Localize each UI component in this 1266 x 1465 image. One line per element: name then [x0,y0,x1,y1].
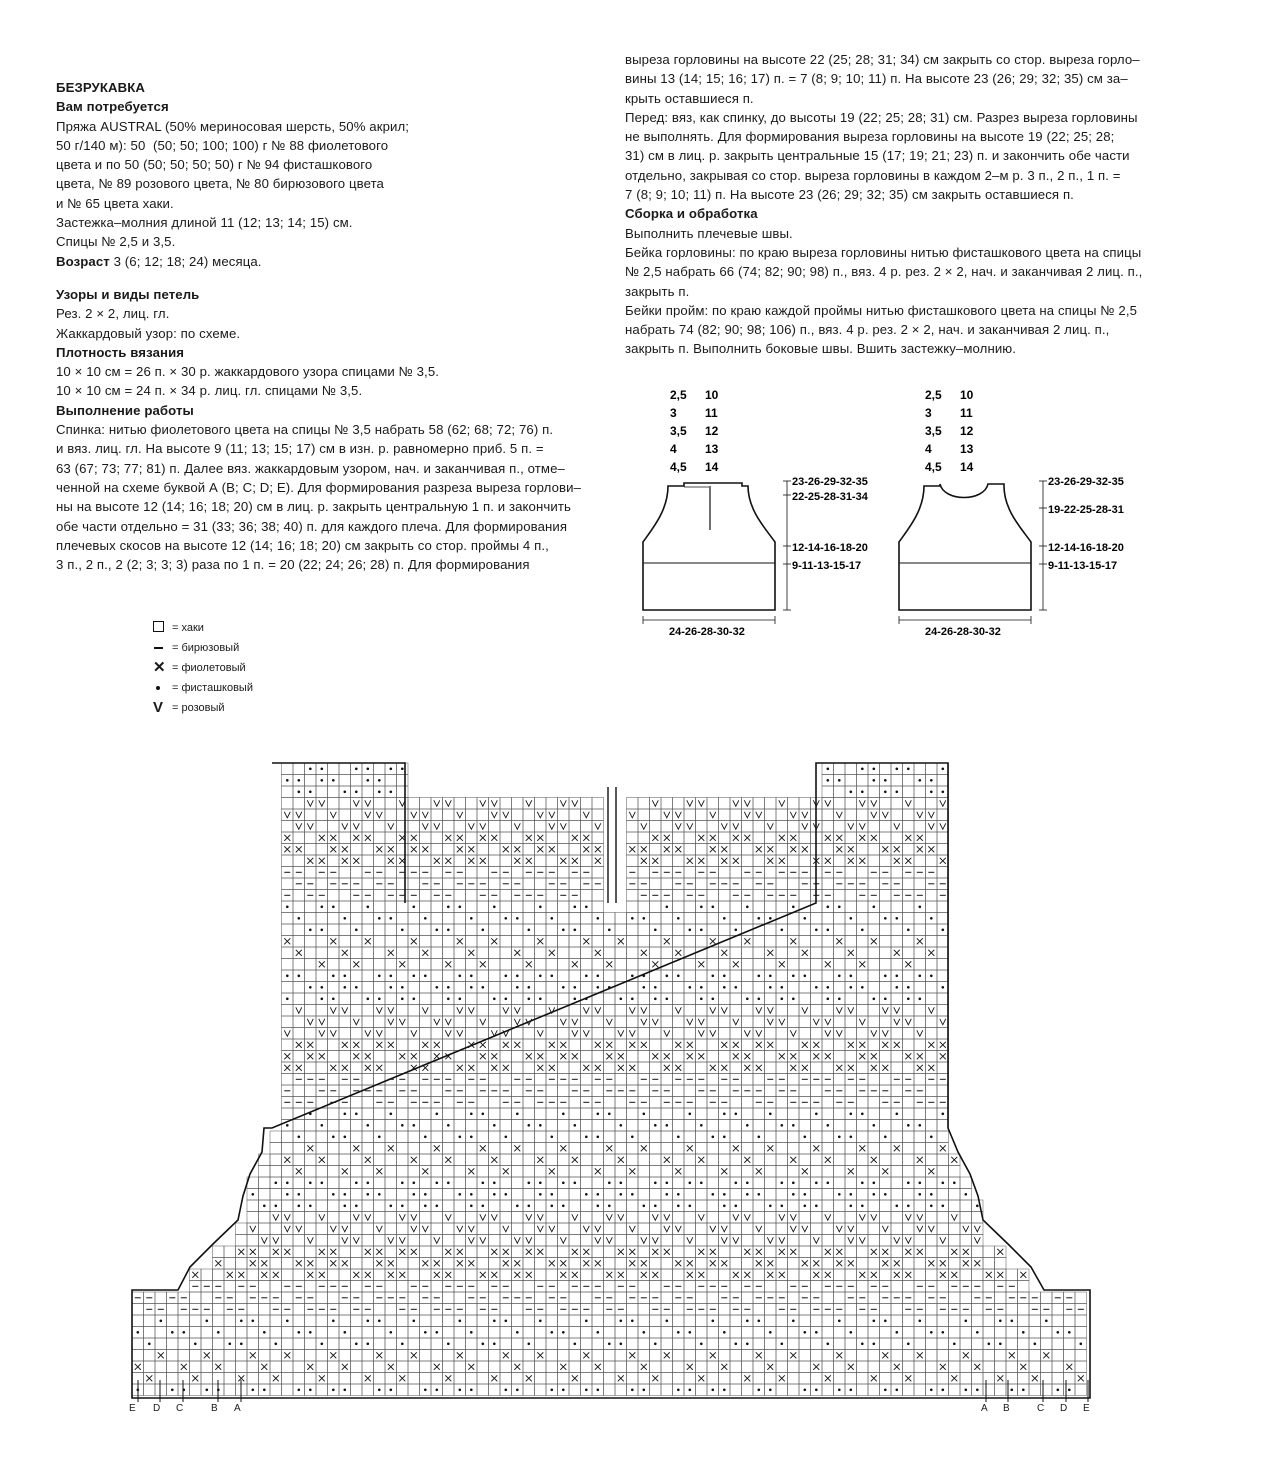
size-age: 3,5 [670,424,687,438]
text-line: отдельно, закрывая со стор. выреза горловины в каждом 2–м р. 3 п., 2 п., 1 п. = [625,167,1121,183]
legend-item [152,678,253,698]
text-line: набрать 74 (82; 90; 98; 106) п., вяз. 4 р. рез. 2 × 2, нач. и заканчивая 2 лиц. п., [625,322,1110,338]
size-value: 10 [705,388,719,402]
legend-label: = розовый [172,702,225,714]
work-line: ченной на схеме буквой А (В; С; D; Е). Для формирования разреза выреза горлови– [56,479,582,495]
text-line: закрыть п. Выполнить боковые швы. Вшить застежку–молнию. [625,341,1017,357]
text-line: № 2,5 набрать 66 (74; 82; 90; 98) п., вяз. 4 р. рез. 2 × 2, нач. и заканчивая 2 лиц. п., [625,264,1143,280]
text-line: Бейки пройм: по краю каждой проймы нитью фисташкового цвета на спицы № 2,5 [625,302,1138,318]
work-line: Спинка: нитью фиолетового цвета на спицы № 3,5 набрать 58 (62; 68; 72; 76) п. [56,422,554,438]
materials-line: 50 г/140 м): 50 (50; 50; 100; 100) г № 88 фиолетового [56,137,389,153]
gauge-line: 10 × 10 см = 26 п. × 30 р. жаккардового узора спицами № 3,5. [56,364,440,380]
hem-measure: 9-11-13-15-17 [792,560,862,572]
text-line: Выполнить плечевые швы. [625,225,793,241]
text-line: Перед: вяз, как спинку, до высоты 19 (22; 25; 28; 31) см. Разрез выреза горловины [625,109,1138,125]
width-measure: 24-26-28-30-32 [925,626,1001,638]
text-line: 31) см в лиц. р. закрыть центральные 15 (17; 19; 21; 23) п. и закончить обе части [625,148,1130,164]
width-measure: 24-26-28-30-32 [669,626,745,638]
age-label: Возраст [56,253,110,269]
instructions-section [56,285,616,574]
work-line: ны на высоте 12 (14; 16; 18; 20) см в лиц. р. закрыть центральную 1 п. и закончить [56,499,571,515]
work-heading: Выполнение работы [56,402,194,418]
text-line: Бейка горловины: по краю выреза горловины нитью фисташкового цвета на спицы [625,244,1142,260]
size-letter: D [1060,1403,1068,1414]
size-letter: E [129,1403,136,1414]
back-outline [643,483,775,610]
text-line: крыть оставшиеся п. [625,90,754,106]
size-age: 4 [925,442,932,456]
size-age: 4,5 [925,460,942,474]
materials-line: Застежка–молния длиной 11 (12; 13; 14; 15) см. [56,215,353,231]
chart-legend [152,618,253,718]
violet-cross-icon: ✕ [153,659,166,676]
legend-item [152,658,253,678]
patterns-heading: Узоры и виды петель [56,287,200,302]
front-schematic [880,378,1150,645]
text-line: 7 (8; 9; 10; 11) п. На высоте 23 (26; 29; 32; 35) см закрыть оставшиеся п. [625,187,1074,203]
size-letter: C [176,1403,184,1414]
legend-label: = фисташковый [172,682,253,694]
text-line: не выполнять. Для формирования выреза горловины на высоте 19 (22; 25; 28; [625,129,1115,145]
size-age: 3 [670,406,677,420]
size-value: 14 [960,460,974,474]
legend-label: = хаки [172,622,204,634]
front-outline [899,484,1031,610]
legend-label: = бирюзовый [172,642,240,654]
text-line: закрыть п. [625,283,690,299]
size-letter: B [211,1403,218,1414]
size-age: 4,5 [670,460,687,474]
size-value: 11 [705,406,718,420]
patterns-line: Жаккардовый узор: по схеме. [56,325,241,341]
legend-item [152,698,253,718]
patterns-line: Рез. 2 × 2, лиц. гл. [56,306,170,322]
size-letter: E [1083,1403,1090,1414]
gauge-heading: Плотность вязания [56,344,185,360]
text-line: вины 13 (14; 15; 16; 17) п. = 7 (8; 9; 10; 11) п. На высоте 23 (26; 29; 32; 35) см за– [625,71,1128,87]
size-letter: A [234,1403,241,1414]
size-age: 2,5 [670,388,687,402]
top-measure: 23-26-29-32-35 [1048,476,1124,488]
size-letter: D [153,1403,161,1414]
size-value: 13 [960,442,974,456]
armhole-measure: 12-14-16-18-20 [792,542,868,554]
neck-measure: 22-25-28-31-34 [792,491,868,503]
materials-line: Спицы № 2,5 и 3,5. [56,234,176,250]
materials-line: цвета и по 50 (50; 50; 50; 50) г № 94 фисташкового [56,157,373,173]
size-letter: B [1003,1403,1010,1414]
khaki-box-icon [152,618,170,638]
neck-measure: 19-22-25-28-31 [1048,504,1124,516]
pink-v-icon: V [153,699,164,716]
size-value: 11 [960,406,973,420]
work-line: 3 п., 2 п., 2 (2; 3; 3; 3) раза по 1 п. = 20 (22; 24; 26; 28) п. Для формирования [56,557,530,573]
age-line [56,252,616,271]
pattern-title: БЕЗРУКАВКА [56,80,146,95]
work-line: 63 (67; 73; 77; 81) п. Далее вяз. жаккардовым узором, нач. и заканчивая п., отме– [56,460,565,476]
materials-line: цвета, № 89 розового цвета, № 80 бирюзового цвета [56,176,384,192]
legend-item [152,638,253,658]
size-value: 12 [960,424,974,438]
age-value: 3 (6; 12; 18; 24) месяца. [109,253,262,269]
hem-measure: 9-11-13-15-17 [1048,560,1118,572]
armhole-measure: 12-14-16-18-20 [1048,542,1124,554]
back-schematic [625,378,895,645]
materials-line: Пряжа AUSTRAL (50% мериносовая шерсть, 50% акрил; [56,118,410,134]
turquoise-dash-icon [152,638,170,658]
legend-label: = фиолетовый [172,662,246,674]
size-letter: A [981,1403,988,1414]
size-age: 3,5 [925,424,942,438]
gauge-line: 10 × 10 см = 24 п. × 34 р. лиц. гл. спицами № 3,5. [56,383,363,399]
materials-section [56,78,616,271]
size-value: 12 [705,424,719,438]
size-age: 4 [670,442,677,456]
size-letter: C [1037,1403,1045,1414]
size-value: 14 [705,460,719,474]
work-line: и вяз. лиц. гл. На высоте 9 (11; 13; 15; 17) см в изн. р. равномерно приб. 5 п. = [56,441,544,457]
size-age: 3 [925,406,932,420]
size-value: 13 [705,442,719,456]
work-line: обе части отдельно = 31 (33; 36; 38; 40) п. для каждого плеча. Для формирования [56,518,568,534]
work-line: плечевых скосов на высоте 12 (14; 16; 18; 20) см закрыть со стор. проймы 4 п., [56,537,549,553]
materials-heading: Вам потребуется [56,99,169,115]
materials-line: и № 65 цвета хаки. [56,195,174,211]
pistachio-dot-icon [152,678,170,698]
assembly-heading: Сборка и обработка [625,206,758,222]
text-line: выреза горловины на высоте 22 (25; 28; 31; 34) см закрыть со стор. выреза горло– [625,52,1140,67]
size-age: 2,5 [925,388,942,402]
continued-instructions [625,50,1185,359]
legend-item [152,618,253,638]
size-value: 10 [960,388,974,402]
top-measure: 23-26-29-32-35 [792,476,868,488]
